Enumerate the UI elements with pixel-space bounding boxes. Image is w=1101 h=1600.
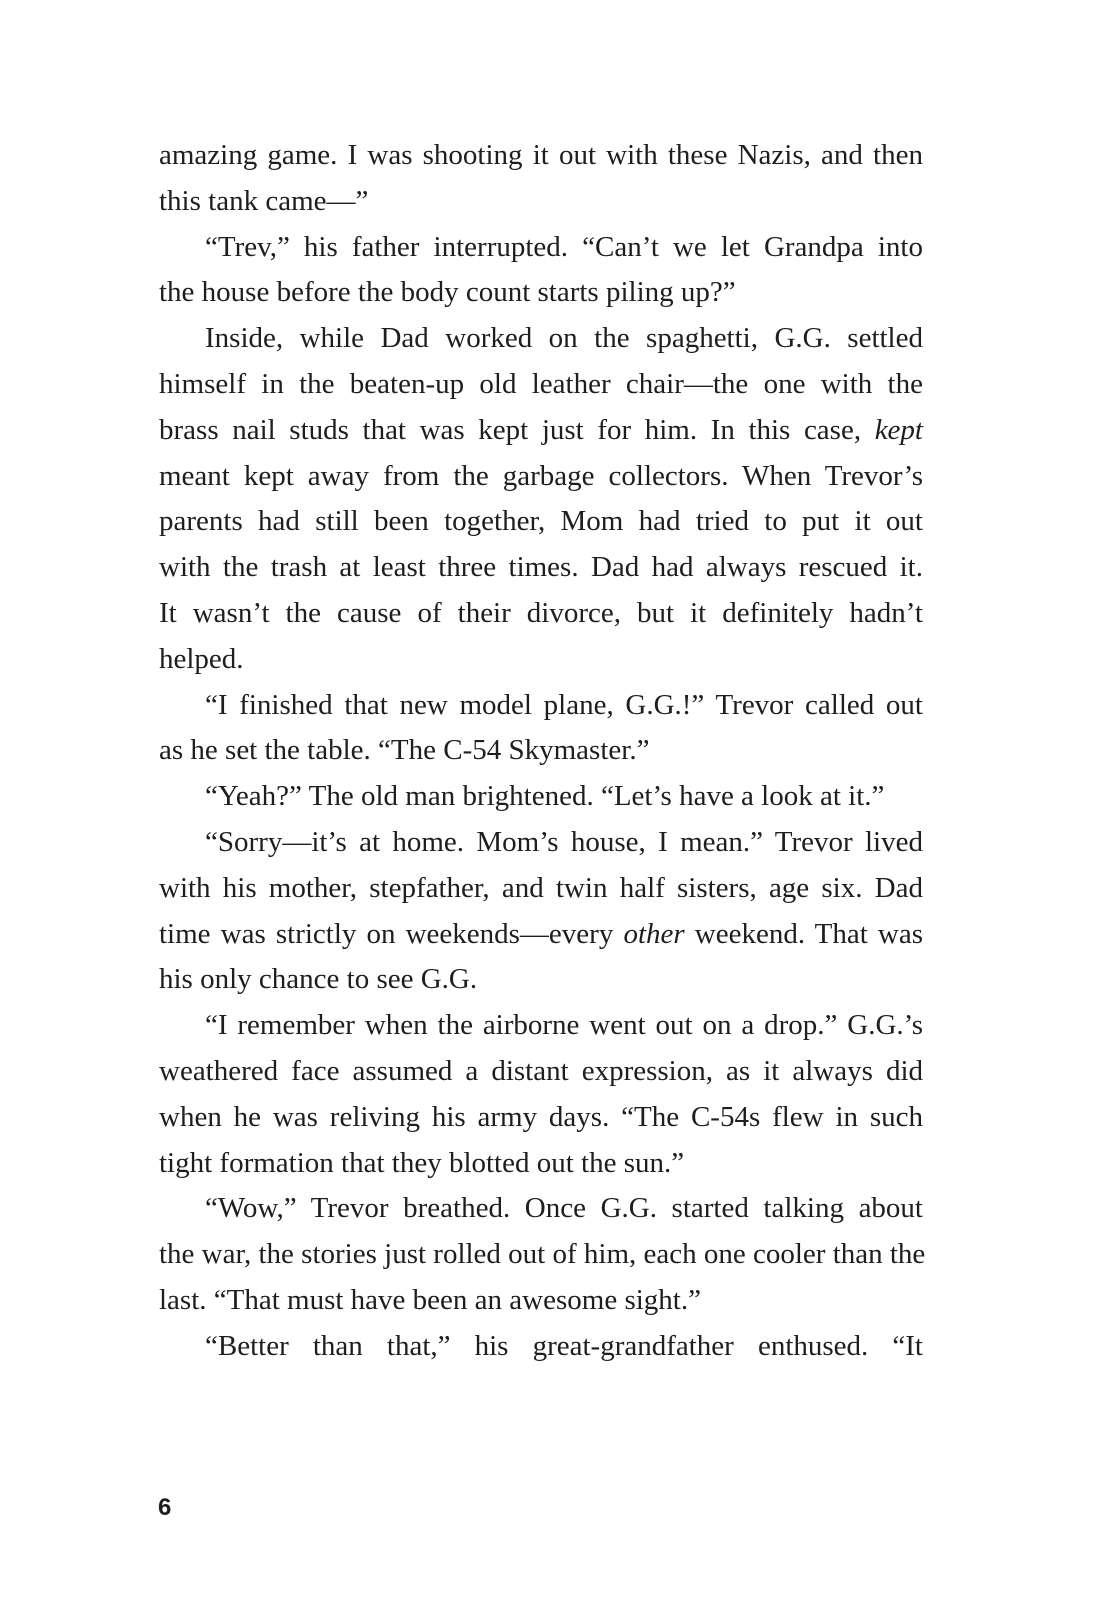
page-number: 6: [158, 1494, 172, 1521]
text-line: when he was reliving his army days. “The C-54s flew in such: [159, 1100, 923, 1133]
text-line: the war, the stories just rolled out of him, each one cooler than the: [159, 1238, 926, 1271]
text-line: weathered face assumed a distant expression, as it always did: [159, 1054, 923, 1087]
text-line: “I finished that new model plane, G.G.!” Trevor called out: [205, 688, 923, 721]
text-line: “I remember when the airborne went out on a drop.” G.G.’s: [205, 1009, 923, 1042]
text-line: parents had still been together, Mom had tried to put it out: [159, 505, 923, 538]
text-line: time was strictly on weekends—every other weekend. That was: [159, 917, 923, 950]
text-line: “Trev,” his father interrupted. “Can’t we let Grandpa into: [205, 230, 923, 263]
text-line: with the trash at least three times. Dad had always rescued it.: [159, 551, 923, 584]
emphasis: kept: [874, 413, 923, 446]
text-line: “Yeah?” The old man brightened. “Let’s have a look at it.”: [205, 780, 885, 813]
text-line: as he set the table. “The C-54 Skymaster.”: [159, 734, 650, 767]
body-text: [159, 133, 926, 1370]
text-line: last. “That must have been an awesome sight.”: [159, 1283, 701, 1316]
text-line: brass nail studs that was kept just for him. In this case, kept: [159, 413, 923, 446]
text-line: his only chance to see G.G.: [159, 963, 478, 996]
text-line: with his mother, stepfather, and twin half sisters, age six. Dad: [159, 871, 923, 904]
text-line: amazing game. I was shooting it out with these Nazis, and then: [159, 139, 923, 171]
text-line: “Wow,” Trevor breathed. Once G.G. started talking about: [205, 1192, 923, 1225]
text-line: the house before the body count starts piling up?”: [159, 276, 736, 309]
text-line: It wasn’t the cause of their divorce, but it definitely hadn’t: [159, 596, 923, 629]
text-line: meant kept away from the garbage collectors. When Trevor’s: [159, 459, 923, 492]
emphasis: other: [623, 917, 685, 950]
text-line: this tank came—”: [159, 184, 369, 217]
text-line: helped.: [159, 642, 244, 675]
text-line: tight formation that they blotted out the sun.”: [159, 1146, 685, 1179]
text-line: Inside, while Dad worked on the spaghetti, G.G. settled: [205, 322, 923, 355]
text-line: “Better than that,” his great-grandfather enthused. “It: [205, 1329, 923, 1362]
text-line: “Sorry—it’s at home. Mom’s house, I mean.” Trevor lived: [205, 825, 923, 858]
text-line: himself in the beaten-up old leather chair—the one with the: [159, 367, 923, 400]
